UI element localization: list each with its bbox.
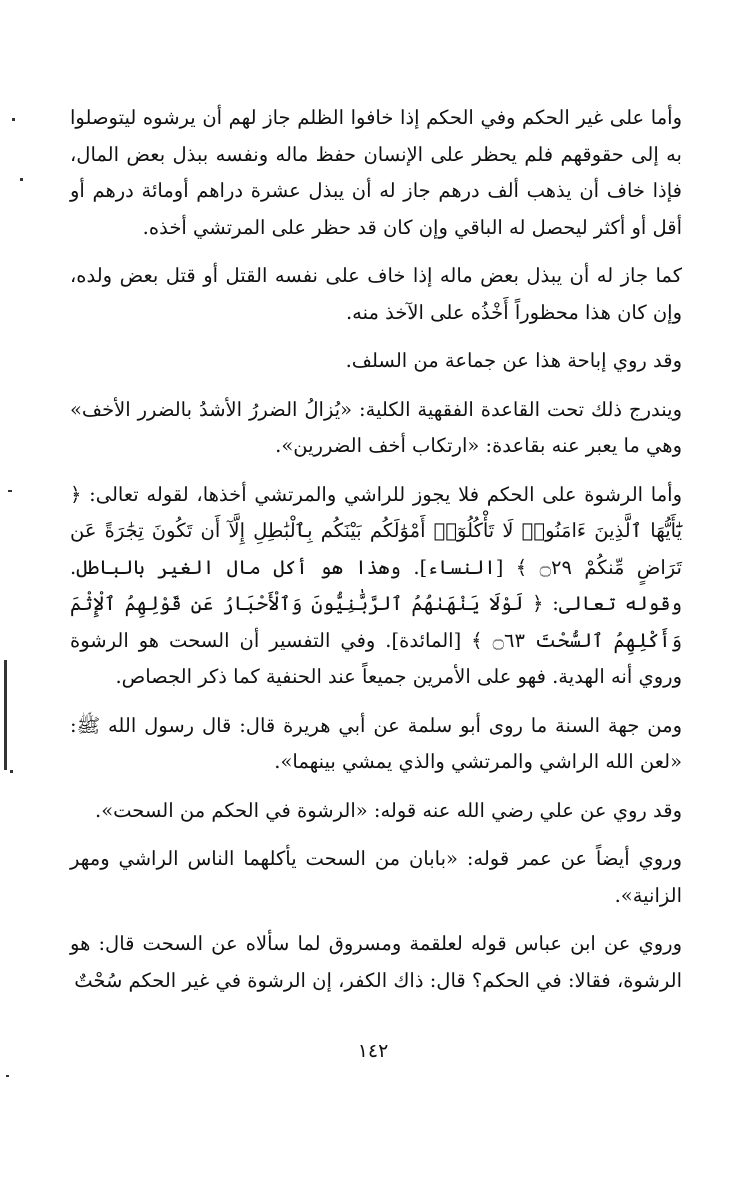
paragraph-7: وقد روي عن علي رضي الله عنه قوله: «الرشوة في الحكم من السحت». (95, 798, 682, 822)
paragraph-6: ومن جهة السنة ما روى أبو سلمة عن أبي هريرة قال: قال رسول الله ﷺ: «لعن الله الراشي والمرتشي والذي يمشي بينهما». (70, 713, 682, 773)
scan-mark (6, 1075, 9, 1077)
paragraph-1: وأما على غير الحكم وفي الحكم إذا خافوا الظلم جاز لهم أن يرشوه ليتوصلوا به إلى حقوقهم فلم يحظر على الإنسان حفظ ماله ونفسه ببذل بعض المال، فإذا خاف أن يذهب ألف درهم جاز له أن يبذل عشرة دراهم أومائة درهم أو أقل أو أكثر ليحصل له الباقي وإن كان قد حظر على المرتشي أخذه. (70, 106, 682, 239)
paragraph-4: ويندرج ذلك تحت القاعدة الفقهية الكلية: «يُزالُ الضررُ الأشدُ بالضرر الأخف» وهي ما يعبر عنه بقاعدة: «ارتكاب أخف الضررين». (70, 397, 682, 457)
paragraph-2: كما جاز له أن يبذل بعض ماله إذا خاف على نفسه القتل أو قتل بعض ولده، وإن كان هذا محظوراً أَخْذُه على الآخذ منه. (70, 264, 682, 324)
paragraph-9: وروي عن ابن عباس قوله لعلقمة ومسروق لما سألاه عن السحت قال: هو الرشوة، فقالا: في الحكم؟ قال: ذاك الكفر، إن الرشوة في غير الحكم سُحْتٌ (70, 932, 682, 992)
scan-mark (8, 490, 12, 492)
scan-edge-line (4, 660, 7, 770)
page-number: ١٤٢ (357, 1040, 389, 1062)
scan-mark (12, 118, 15, 121)
scan-mark (20, 178, 23, 181)
paragraph-8: وروي أيضاً عن عمر قوله: «بابان من السحت يأكلهما الناس الراشي ومهر الزانية». (70, 847, 682, 907)
body-text (70, 100, 682, 1011)
paragraph-5: وأما الرشوة على الحكم فلا يجوز للراشي والمرتشي أخذها، لقوله تعالى: ﴿ يَٰٓأَيُّهَا ٱلَّذِينَ ءَامَنُوا۟ لَا تَأْكُلُوٓا۟ أَمْوَٰلَكُم بَيْنَكُم بِٱلْبَٰطِلِ إِلَّآ أَن تَكُونَ تِجَٰرَةً عَن تَرَاضٍ مِّنكُمْ ۝٢٩ ﴾ [النساء]. وهذا هو أكل مال الغير بالباطل. وقوله تعالى: ﴿ لَوْلَا يَنْهَىٰهُمُ ٱلرَّبَّٰنِيُّونَ وَٱلْأَحْبَارُ عَن قَوْلِهِمُ ٱلْإِثْمَ وَأَكْلِهِمُ ٱلسُّحْتَ ۝٦٣ ﴾ [المائدة]. وفي التفسير أن السحت هو الرشوة وروي أنه الهدية. فهو على الأمرين جميعاً عند الحنفية كما ذكر الجصاص. (70, 482, 682, 688)
paragraph-3: وقد روي إباحة هذا عن جماعة من السلف. (345, 349, 682, 372)
scan-mark (10, 770, 13, 773)
